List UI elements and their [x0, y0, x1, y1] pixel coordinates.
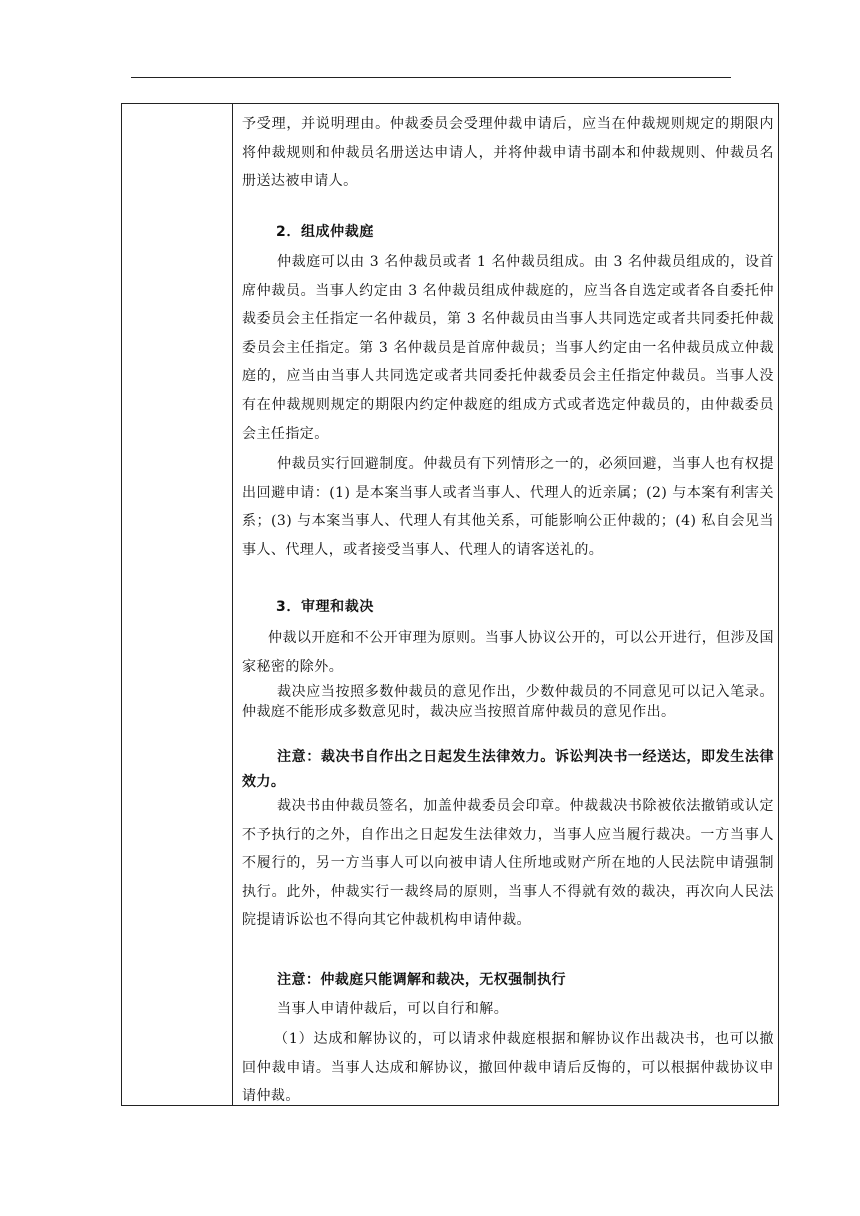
- paragraph-majority-award: 裁决应当按照多数仲裁员的意见作出，少数仲裁员的不同意见可以记入笔录。仲裁庭不能形成多数意见时，裁决应当按照首席仲裁员的意见作出。: [242, 684, 774, 720]
- paragraph-settlement-agreement: （1）达成和解协议的，可以请求仲裁庭根据和解协议作出裁决书，也可以撤回仲裁申请。当事人达成和解协议，撤回仲裁申请后反悔的，可以根据仲裁协议申请仲裁。: [242, 1031, 774, 1105]
- heading-tribunal-formation: 2．组成仲裁庭: [276, 224, 374, 240]
- paragraph-hearing-principle: 仲裁以开庭和不公开审理为原则。当事人协议公开的，可以公开进行，但涉及国家秘密的除外。: [242, 630, 774, 675]
- header-rule: [131, 77, 731, 78]
- paragraph-award-execution: 裁决书由仲裁员签名，加盖仲裁委员会印章。仲裁裁决书除被依法撤销或认定不予执行的之外，自作出之日起发生法律效力，当事人应当履行裁决。一方当事人不履行的，另一方当事人可以向被申请人住所地或财产所在地的人民法院申请强制执行。此外，仲裁实行一裁终局的原则，当事人不得就有效的裁决，再次向人民法院提请诉讼也不得向其它仲裁机构申请仲裁。: [242, 798, 774, 929]
- document-table: [121, 103, 779, 1106]
- heading-hearing-award: 3．审理和裁决: [276, 599, 374, 615]
- table-left-column: [122, 104, 233, 1105]
- paragraph-tribunal-composition: 仲裁庭可以由 3 名仲裁员或者 1 名仲裁员组成。由 3 名仲裁员组成的，设首席仲裁员。当事人约定由 3 名仲裁员组成仲裁庭的，应当各自选定或者各自委托仲裁委员会主任指定一名仲裁员，第 3 名仲裁员由当事人共同选定或者共同委托仲裁委员会主任指定。第 3 名仲裁员是首席仲裁员；当事人约定由一名仲裁员成立仲裁庭的，应当由当事人共同选定或者共同委托仲裁委员会主任指定仲裁员。当事人没有在仲裁规则规定的期限内约定仲裁庭的组成方式或者选定仲裁员的，由仲裁委员会主任指定。: [242, 254, 774, 442]
- paragraph-acceptance: 予受理，并说明理由。仲裁委员会受理仲裁申请后，应当在仲裁规则规定的期限内将仲裁规则和仲裁员名册送达申请人，并将仲裁申请书副本和仲裁规则、仲裁员名册送达被申请人。: [242, 116, 774, 190]
- note-award-effect: 注意：裁决书自作出之日起发生法律效力。诉讼判决书一经送达，即发生法律效力。: [242, 749, 774, 790]
- paragraph-recusal: 仲裁员实行回避制度。仲裁员有下列情形之一的，必须回避，当事人也有权提出回避申请：(1) 是本案当事人或者当事人、代理人的近亲属；(2) 与本案有利害关系；(3) 与本案当事人、代理人有其他关系，可能影响公正仲裁的；(4) 私自会见当事人、代理人，或者接受当事人、代理人的请客送礼的。: [242, 456, 774, 558]
- paragraph-settlement: 当事人申请仲裁后，可以自行和解。: [277, 1001, 509, 1017]
- note-no-enforcement: 注意：仲裁庭只能调解和裁决，无权强制执行: [277, 972, 566, 988]
